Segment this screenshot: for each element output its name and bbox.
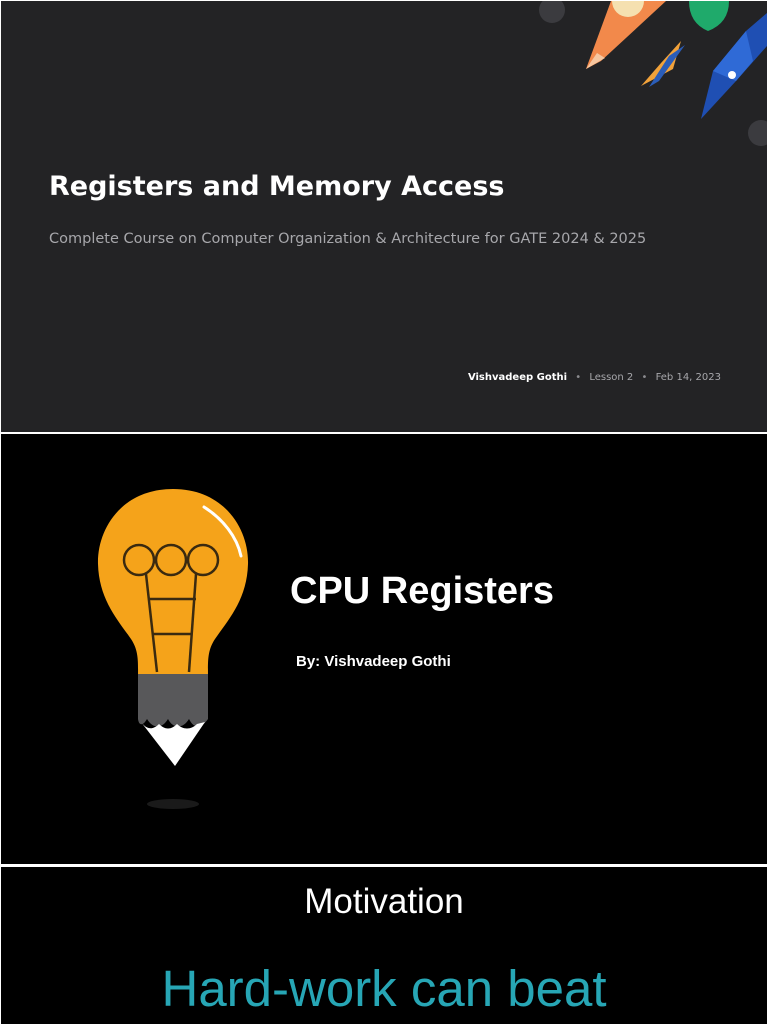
motivation-heading: Motivation bbox=[304, 882, 464, 921]
lesson-meta bbox=[468, 372, 721, 383]
lesson-title: Registers and Memory Access bbox=[49, 171, 505, 202]
cpu-registers-heading: CPU Registers bbox=[290, 570, 554, 612]
author-name: Vishvadeep Gothi bbox=[467, 372, 568, 383]
intro-slide bbox=[1, 434, 767, 864]
meta-separator: • bbox=[575, 372, 582, 383]
lesson-date: Feb 14, 2023 bbox=[655, 372, 721, 383]
stationery-illustration-icon bbox=[1, 1, 767, 432]
motivation-quote: Hard-work can beat bbox=[161, 960, 607, 1017]
presenter-byline: By: Vishvadeep Gothi bbox=[296, 653, 451, 670]
meta-separator: • bbox=[641, 372, 648, 383]
motivation-slide bbox=[1, 867, 767, 1024]
course-subtitle: Complete Course on Computer Organization & Architecture for GATE 2024 & 2025 bbox=[49, 231, 647, 247]
lesson-title-slide bbox=[1, 1, 767, 432]
lesson-number: Lesson 2 bbox=[589, 372, 634, 383]
lightbulb-pencil-icon bbox=[1, 434, 767, 864]
